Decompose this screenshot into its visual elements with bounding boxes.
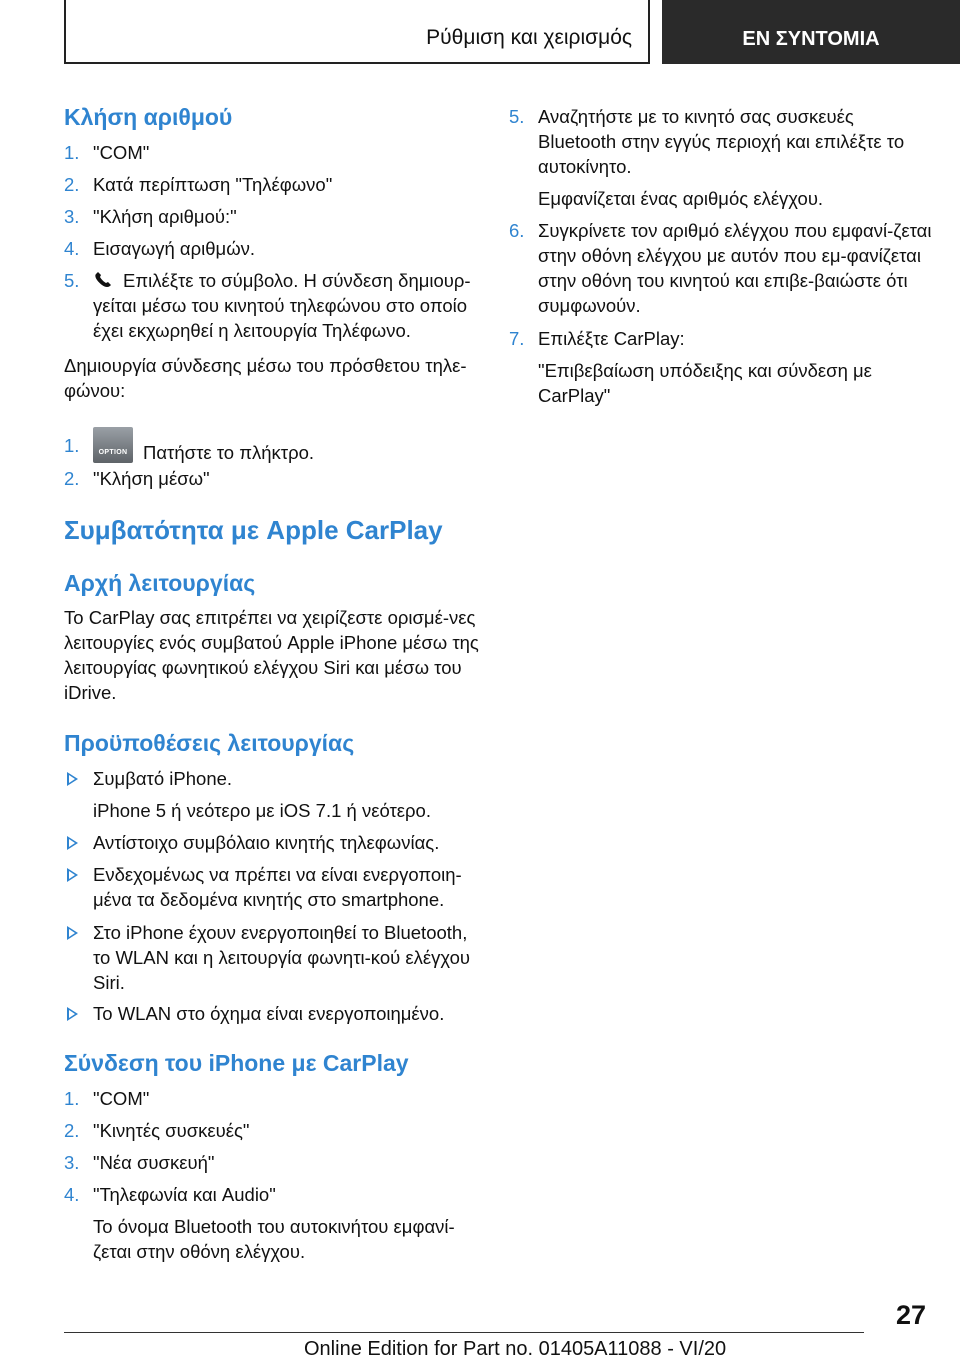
step-text: "Κλήση μέσω" xyxy=(93,468,210,489)
prereq-text: Συμβατό iPhone. xyxy=(93,768,233,789)
step-number: 2. xyxy=(64,174,80,195)
step-number: 4. xyxy=(64,1184,80,1205)
phone-handset-icon xyxy=(93,271,115,289)
step-text: "Κλήση αριθμού:" xyxy=(93,206,237,227)
page-number: 27 xyxy=(896,1300,927,1330)
step-text: Επιλέξτε CarPlay: xyxy=(538,328,685,349)
triangle-bullet-icon xyxy=(67,1007,78,1021)
step-text-with-icon xyxy=(93,268,489,343)
step-number: 7. xyxy=(509,328,525,349)
step-number: 5. xyxy=(509,106,525,127)
step-note: Εμφανίζεται ένας αριθμός ελέγχου. xyxy=(538,188,824,209)
prereq-text: Το WLAN στο όχημα είναι ενεργοποιημένο. xyxy=(93,1003,445,1024)
header-box xyxy=(64,0,650,64)
option-button-icon xyxy=(93,427,133,463)
step-number: 1. xyxy=(64,435,80,456)
prereq-title: Προϋποθέσεις λειτουργίας xyxy=(64,730,355,756)
triangle-bullet-icon xyxy=(67,836,78,850)
prereq-text: Ενδεχομένως να πρέπει να είναι ενεργοποιη-μένα τα δεδομένα κινητής στο smartphone. xyxy=(93,864,462,910)
step-text: Πατήστε το πλήκτρο. xyxy=(143,442,315,463)
step-number: 5. xyxy=(64,270,80,291)
extra-phone-intro: Δημιουργία σύνδεσης μέσω του πρόσθετου τηλε-φώνου: xyxy=(64,355,467,401)
step-number: 2. xyxy=(64,1120,80,1141)
footer-divider xyxy=(64,1332,864,1333)
step-text: Αναζητήστε με το κινητό σας συσκευές Bluetooth στην εγγύς περιοχή και επιλέξτε το αυτοκίνητο. xyxy=(538,106,905,177)
triangle-bullet-icon xyxy=(67,868,78,882)
step-number: 6. xyxy=(509,220,525,241)
call-number-title: Κλήση αριθμού xyxy=(64,104,233,130)
triangle-bullet-icon xyxy=(67,772,78,786)
header-chapter-label: EN ΣΥΝΤΟΜΙΑ xyxy=(742,27,880,50)
step-text: Εισαγωγή αριθμών. xyxy=(93,238,256,259)
prereq-note: iPhone 5 ή νεότερο με iOS 7.1 ή νεότερο. xyxy=(93,800,431,821)
step-text: "Νέα συσκευή" xyxy=(93,1152,215,1173)
step-text: "Κινητές συσκευές" xyxy=(93,1120,250,1141)
prereq-text: Αντίστοιχο συμβόλαιο κινητής τηλεφωνίας. xyxy=(93,832,440,853)
step-number: 1. xyxy=(64,142,80,163)
step-text: Επιλέξτε το σύμβολο. Η σύνδεση δημιουρ-γείται μέσω του κινητού τηλεφώνου στο οποίο έχει εκχωρηθεί η λειτουργία Τηλέφωνο. xyxy=(93,270,471,341)
triangle-bullet-icon xyxy=(67,926,78,940)
step-text: Συγκρίνετε τον αριθμό ελέγχου που εμφανί-ζεται στην οθόνη ελέγχου με αυτόν που εμ-φανίζεται στην οθόνη του κινητού και επιβε-βαιώστε ότι συμφωνούν. xyxy=(538,220,932,316)
header-chapter-tab xyxy=(662,0,960,64)
step-number: 4. xyxy=(64,238,80,259)
step-text: "COM" xyxy=(93,142,150,163)
step-text: "Τηλεφωνία και Audio" xyxy=(93,1184,276,1205)
step-text: Κατά περίπτωση "Τηλέφωνο" xyxy=(93,174,333,195)
principle-title: Αρχή λειτουργίας xyxy=(64,570,256,596)
footer-edition: Online Edition for Part no. 01405A11088 - VI/20 xyxy=(304,1338,727,1360)
step-number: 3. xyxy=(64,206,80,227)
step-number: 3. xyxy=(64,1152,80,1173)
compat-title: Συμβατότητα με Apple CarPlay xyxy=(64,515,443,545)
option-button-label: OPTION xyxy=(98,449,128,456)
principle-text: Το CarPlay σας επιτρέπει να χειρίζεστε ορισμέ-νες λειτουργίες ενός συμβατού Apple iPhone μέσω της λειτουργίας φωνητικού ελέγχου Siri και μέσω του iDrive. xyxy=(64,607,479,703)
step-number: 2. xyxy=(64,468,80,489)
step-text: "COM" xyxy=(93,1088,150,1109)
step-number: 1. xyxy=(64,1088,80,1109)
prereq-text: Στο iPhone έχουν ενεργοποιηθεί το Bluetooth, το WLAN και η λειτουργία φωνητι-κού ελέγχου Siri. xyxy=(93,922,470,993)
step-text-with-button xyxy=(93,427,489,465)
header-section-title: Ρύθμιση και χειρισμός xyxy=(426,26,632,49)
connect-note: Το όνομα Bluetooth του αυτοκινήτου εμφανί-ζεται στην οθόνη ελέγχου. xyxy=(93,1216,455,1262)
connect-title: Σύνδεση του iPhone με CarPlay xyxy=(64,1050,409,1076)
step-note: "Επιβεβαίωση υπόδειξης και σύνδεση με CarPlay" xyxy=(538,360,872,406)
